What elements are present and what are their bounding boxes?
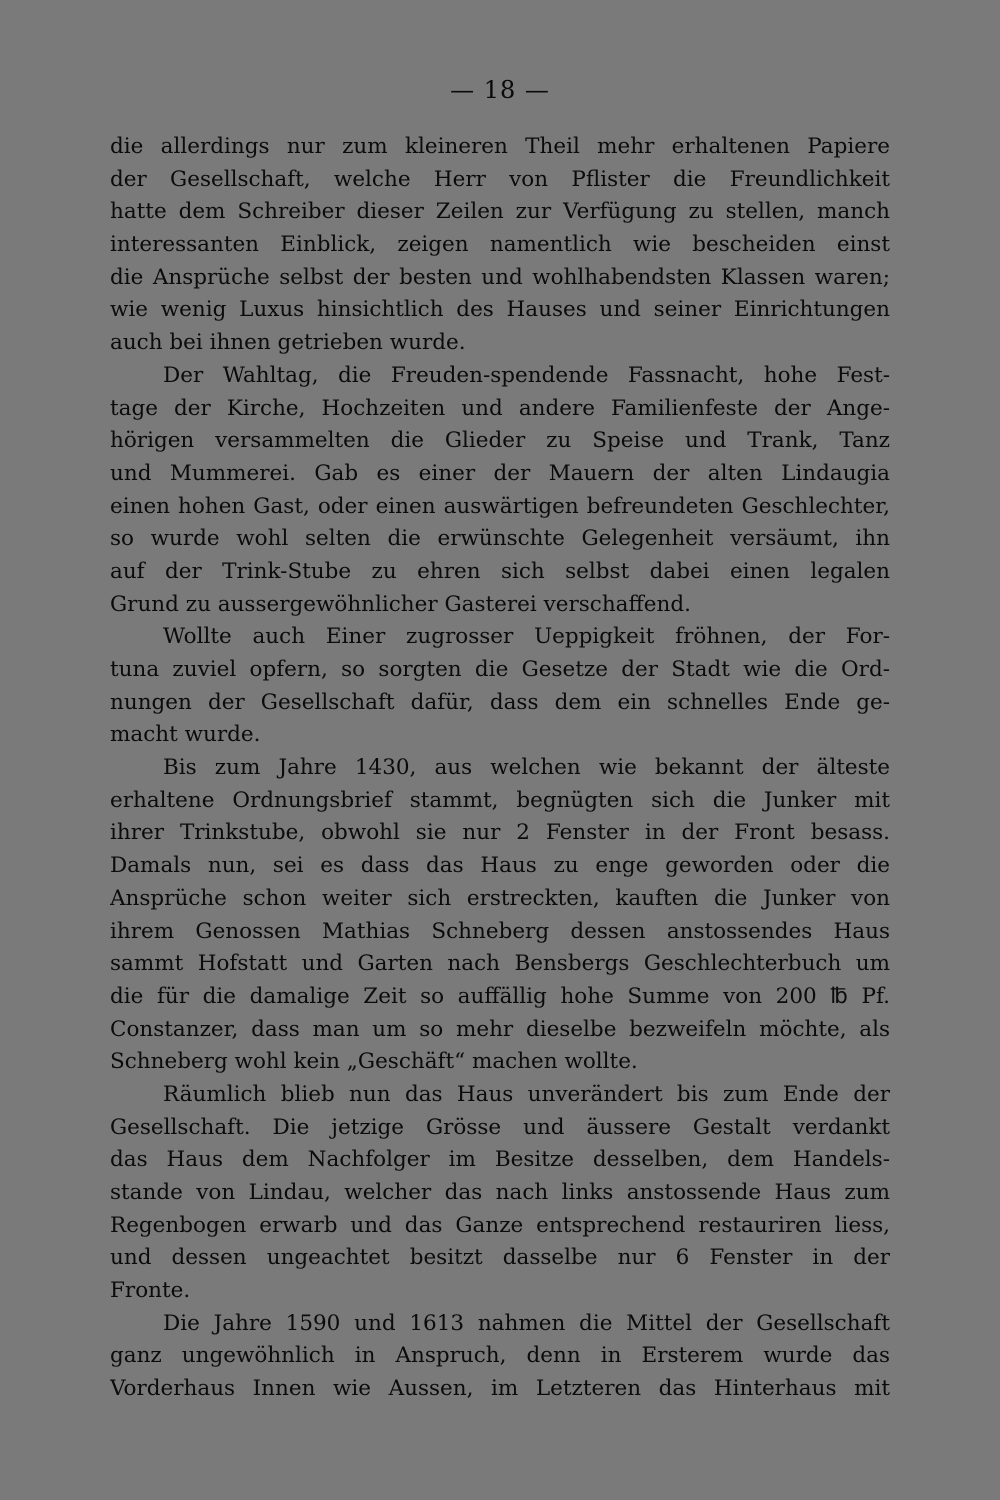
text-line: ihrem Genossen Mathias Schneberg dessen anstossendes Haus xyxy=(110,918,890,944)
text-line: macht wurde. xyxy=(110,722,261,748)
text-line: Constanzer, dass man um so mehr dieselbe bezweifeln möchte, als xyxy=(110,1016,890,1042)
text-line: Vorderhaus Innen wie Aussen, im Letzteren das Hinterhaus mit xyxy=(110,1376,890,1402)
text-line: Wollte auch Einer zugrosser Ueppigkeit fröhnen, der For- xyxy=(163,624,890,650)
text-line: ihrer Trinkstube, obwohl sie nur 2 Fenster in der Front besass. xyxy=(110,820,890,846)
text-line: die für die damalige Zeit so auffällig hohe Summe von 200 ℔ Pf. xyxy=(110,983,890,1009)
text-line: ganz ungewöhnlich in Anspruch, denn in Ersterem wurde das xyxy=(110,1343,890,1369)
text-line: nungen der Gesellschaft dafür, dass dem ein schnelles Ende ge- xyxy=(110,689,890,715)
text-line: tage der Kirche, Hochzeiten und andere Familienfeste der Ange- xyxy=(110,395,890,421)
text-line: Schneberg wohl kein „Geschäft“ machen wollte. xyxy=(110,1049,638,1075)
text-line: Fronte. xyxy=(110,1278,191,1304)
paragraph xyxy=(110,360,890,622)
text-line: einen hohen Gast, oder einen auswärtigen befreundeten Geschlechter, xyxy=(110,493,890,519)
text-line: auch bei ihnen getrieben wurde. xyxy=(110,330,466,356)
text-line: das Haus dem Nachfolger im Besitze desselben, dem Handels- xyxy=(110,1147,890,1173)
text-line: wie wenig Luxus hinsichtlich des Hauses und seiner Einrichtungen xyxy=(110,297,890,323)
text-line: Der Wahltag, die Freuden-spendende Fassnacht, hohe Fest- xyxy=(163,362,890,388)
text-line: und Mummerei. Gab es einer der Mauern der alten Lindaugia xyxy=(110,460,890,486)
text-line: die Ansprüche selbst der besten und wohlhabendsten Klassen waren; xyxy=(110,264,890,290)
text-line: Ansprüche schon weiter sich erstreckten, kauften die Junker von xyxy=(110,885,890,911)
paragraph xyxy=(110,131,890,360)
text-line: sammt Hofstatt und Garten nach Bensbergs Geschlechterbuch um xyxy=(110,951,890,977)
paragraph xyxy=(110,1308,890,1406)
text-line: Grund zu aussergewöhnlicher Gasterei verschaffend. xyxy=(110,591,691,617)
text-line: Bis zum Jahre 1430, aus welchen wie bekannt der älteste xyxy=(163,755,890,781)
text-line: Räumlich blieb nun das Haus unverändert bis zum Ende der xyxy=(163,1081,890,1107)
paragraph xyxy=(110,1079,890,1308)
body-text xyxy=(110,131,890,1406)
text-line: erhaltene Ordnungsbrief stammt, begnügten sich die Junker mit xyxy=(110,787,890,813)
text-line: Die Jahre 1590 und 1613 nahmen die Mittel der Gesellschaft xyxy=(163,1310,890,1336)
text-line: auf der Trink-Stube zu ehren sich selbst dabei einen legalen xyxy=(110,558,890,584)
text-line: hatte dem Schreiber dieser Zeilen zur Verfügung zu stellen, manch xyxy=(110,199,890,225)
text-line: und dessen ungeachtet besitzt dasselbe nur 6 Fenster in der xyxy=(110,1245,890,1271)
text-line: hörigen versammelten die Glieder zu Speise und Trank, Tanz xyxy=(110,428,890,454)
text-line: Regenbogen erwarb und das Ganze entsprechend restauriren liess, xyxy=(110,1212,890,1238)
text-line: so wurde wohl selten die erwünschte Gelegenheit versäumt, ihn xyxy=(110,526,890,552)
paragraph xyxy=(110,621,890,752)
text-line: Gesellschaft. Die jetzige Grösse und äussere Gestalt verdankt xyxy=(110,1114,890,1140)
text-line: tuna zuviel opfern, so sorgten die Gesetze der Stadt wie die Ord- xyxy=(110,657,890,682)
text-line: der Gesellschaft, welche Herr von Pflister die Freundlichkeit xyxy=(110,166,890,192)
text-line: interessanten Einblick, zeigen namentlich wie bescheiden einst xyxy=(110,232,890,258)
text-line: stande von Lindau, welcher das nach links anstossende Haus zum xyxy=(110,1180,890,1205)
page-number: — 18 — xyxy=(450,76,550,104)
paragraph xyxy=(110,752,890,1079)
text-line: die allerdings nur zum kleineren Theil mehr erhaltenen Papiere xyxy=(110,134,890,159)
text-line: Damals nun, sei es dass das Haus zu enge geworden oder die xyxy=(110,853,890,879)
